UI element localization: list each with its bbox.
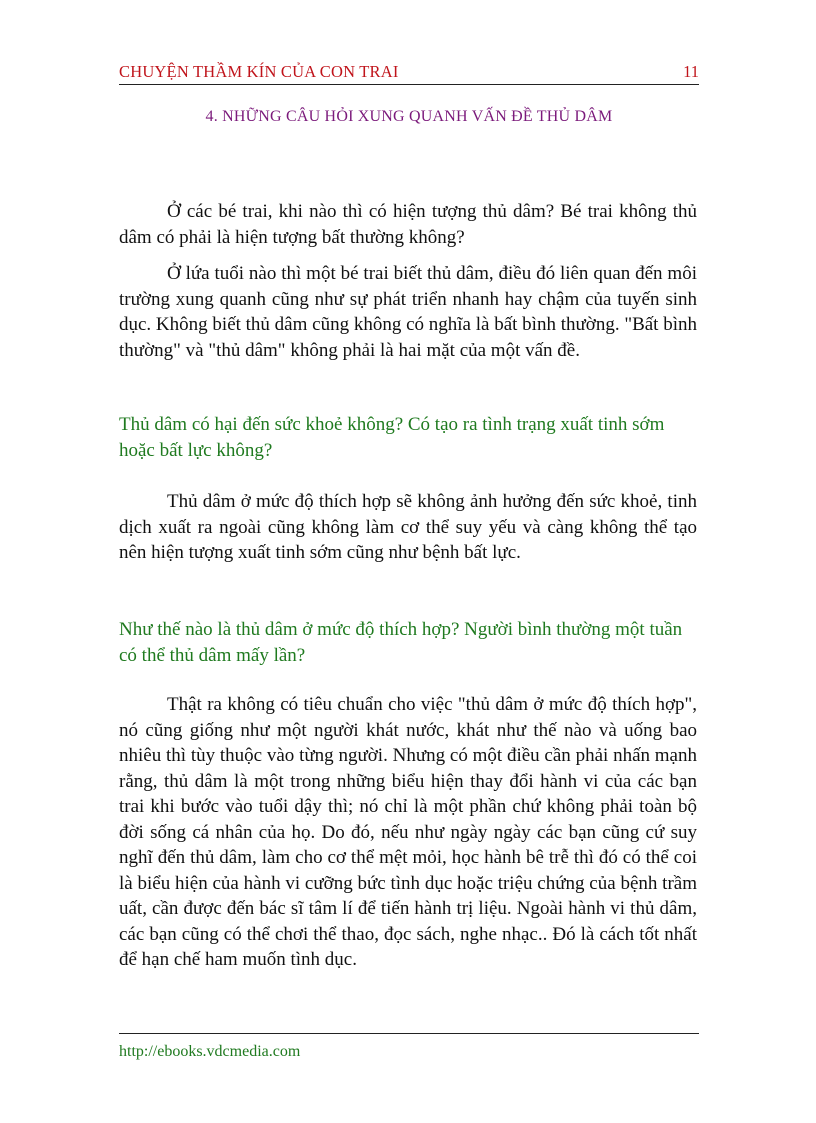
running-title: CHUYỆN THẦM KÍN CỦA CON TRAI bbox=[119, 62, 399, 81]
question-heading-1: Thủ dâm có hại đến sức khoẻ không? Có tạo ra tình trạng xuất tinh sớm hoặc bất lực không? bbox=[119, 414, 665, 461]
page-header bbox=[119, 62, 699, 85]
paragraph-answer-3: Thật ra không có tiêu chuẩn cho việc "thủ dâm ở mức độ thích hợp", nó cũng giống như một người khát nước, khát như thế nào và uống bao nhiêu thì tùy thuộc vào từng người. Nhưng có một điều cần phải nhấn mạnh rằng, thủ dâm là một trong những biểu hiện thay đổi hành vi của các bạn trai khi bước vào tuổi dậy thì; nó chỉ là một phần chứ không phải toàn bộ đời sống cá nhân của họ. Do đó, nếu như ngày ngày các bạn cũng cứ suy nghĩ đến thủ dâm, làm cho cơ thể mệt mỏi, học hành bê trễ thì đó có thể coi là biểu hiện của hành vi cưỡng bức tình dục hoặc triệu chứng của bệnh trầm uất, cần được đến bác sĩ tâm lí để tiến hành trị liệu. Ngoài hành vi thủ dâm, các bạn cũng có thể chơi thể thao, đọc sách, nghe nhạc.. Đó là cách tốt nhất để hạn chế ham muốn tình dục. bbox=[119, 694, 697, 970]
paragraph-answer-2: Thủ dâm ở mức độ thích hợp sẽ không ảnh hưởng đến sức khoẻ, tinh dịch xuất ra ngoài cũng không làm cơ thể suy yếu và càng không thể tạo nên hiện tượng xuất tinh sớm cũng như bệnh bất lực. bbox=[119, 491, 697, 563]
paragraph-intro-question: Ở các bé trai, khi nào thì có hiện tượng thủ dâm? Bé trai không thủ dâm có phải là hiện tượng bất thường không? bbox=[119, 201, 697, 248]
footer-url-link[interactable]: http://ebooks.vdcmedia.com bbox=[119, 1043, 301, 1060]
section-heading: 4. NHỮNG CÂU HỎI XUNG QUANH VẤN ĐỀ THỦ DÂM bbox=[205, 108, 613, 125]
question-heading-2: Như thế nào là thủ dâm ở mức độ thích hợp? Người bình thường một tuần có thể thủ dâm mấy lần? bbox=[119, 619, 683, 666]
footer-divider bbox=[119, 1033, 699, 1034]
page-number: 11 bbox=[683, 62, 699, 81]
paragraph-answer-1: Ở lứa tuổi nào thì một bé trai biết thủ dâm, điều đó liên quan đến môi trường xung quanh cũng như sự phát triển nhanh hay chậm của tuyến sinh dục. Không biết thủ dâm cũng không có nghĩa là bất bình thường. "Bất bình thường" và "thủ dâm" không phải là hai mặt của một vấn đề. bbox=[119, 263, 697, 361]
